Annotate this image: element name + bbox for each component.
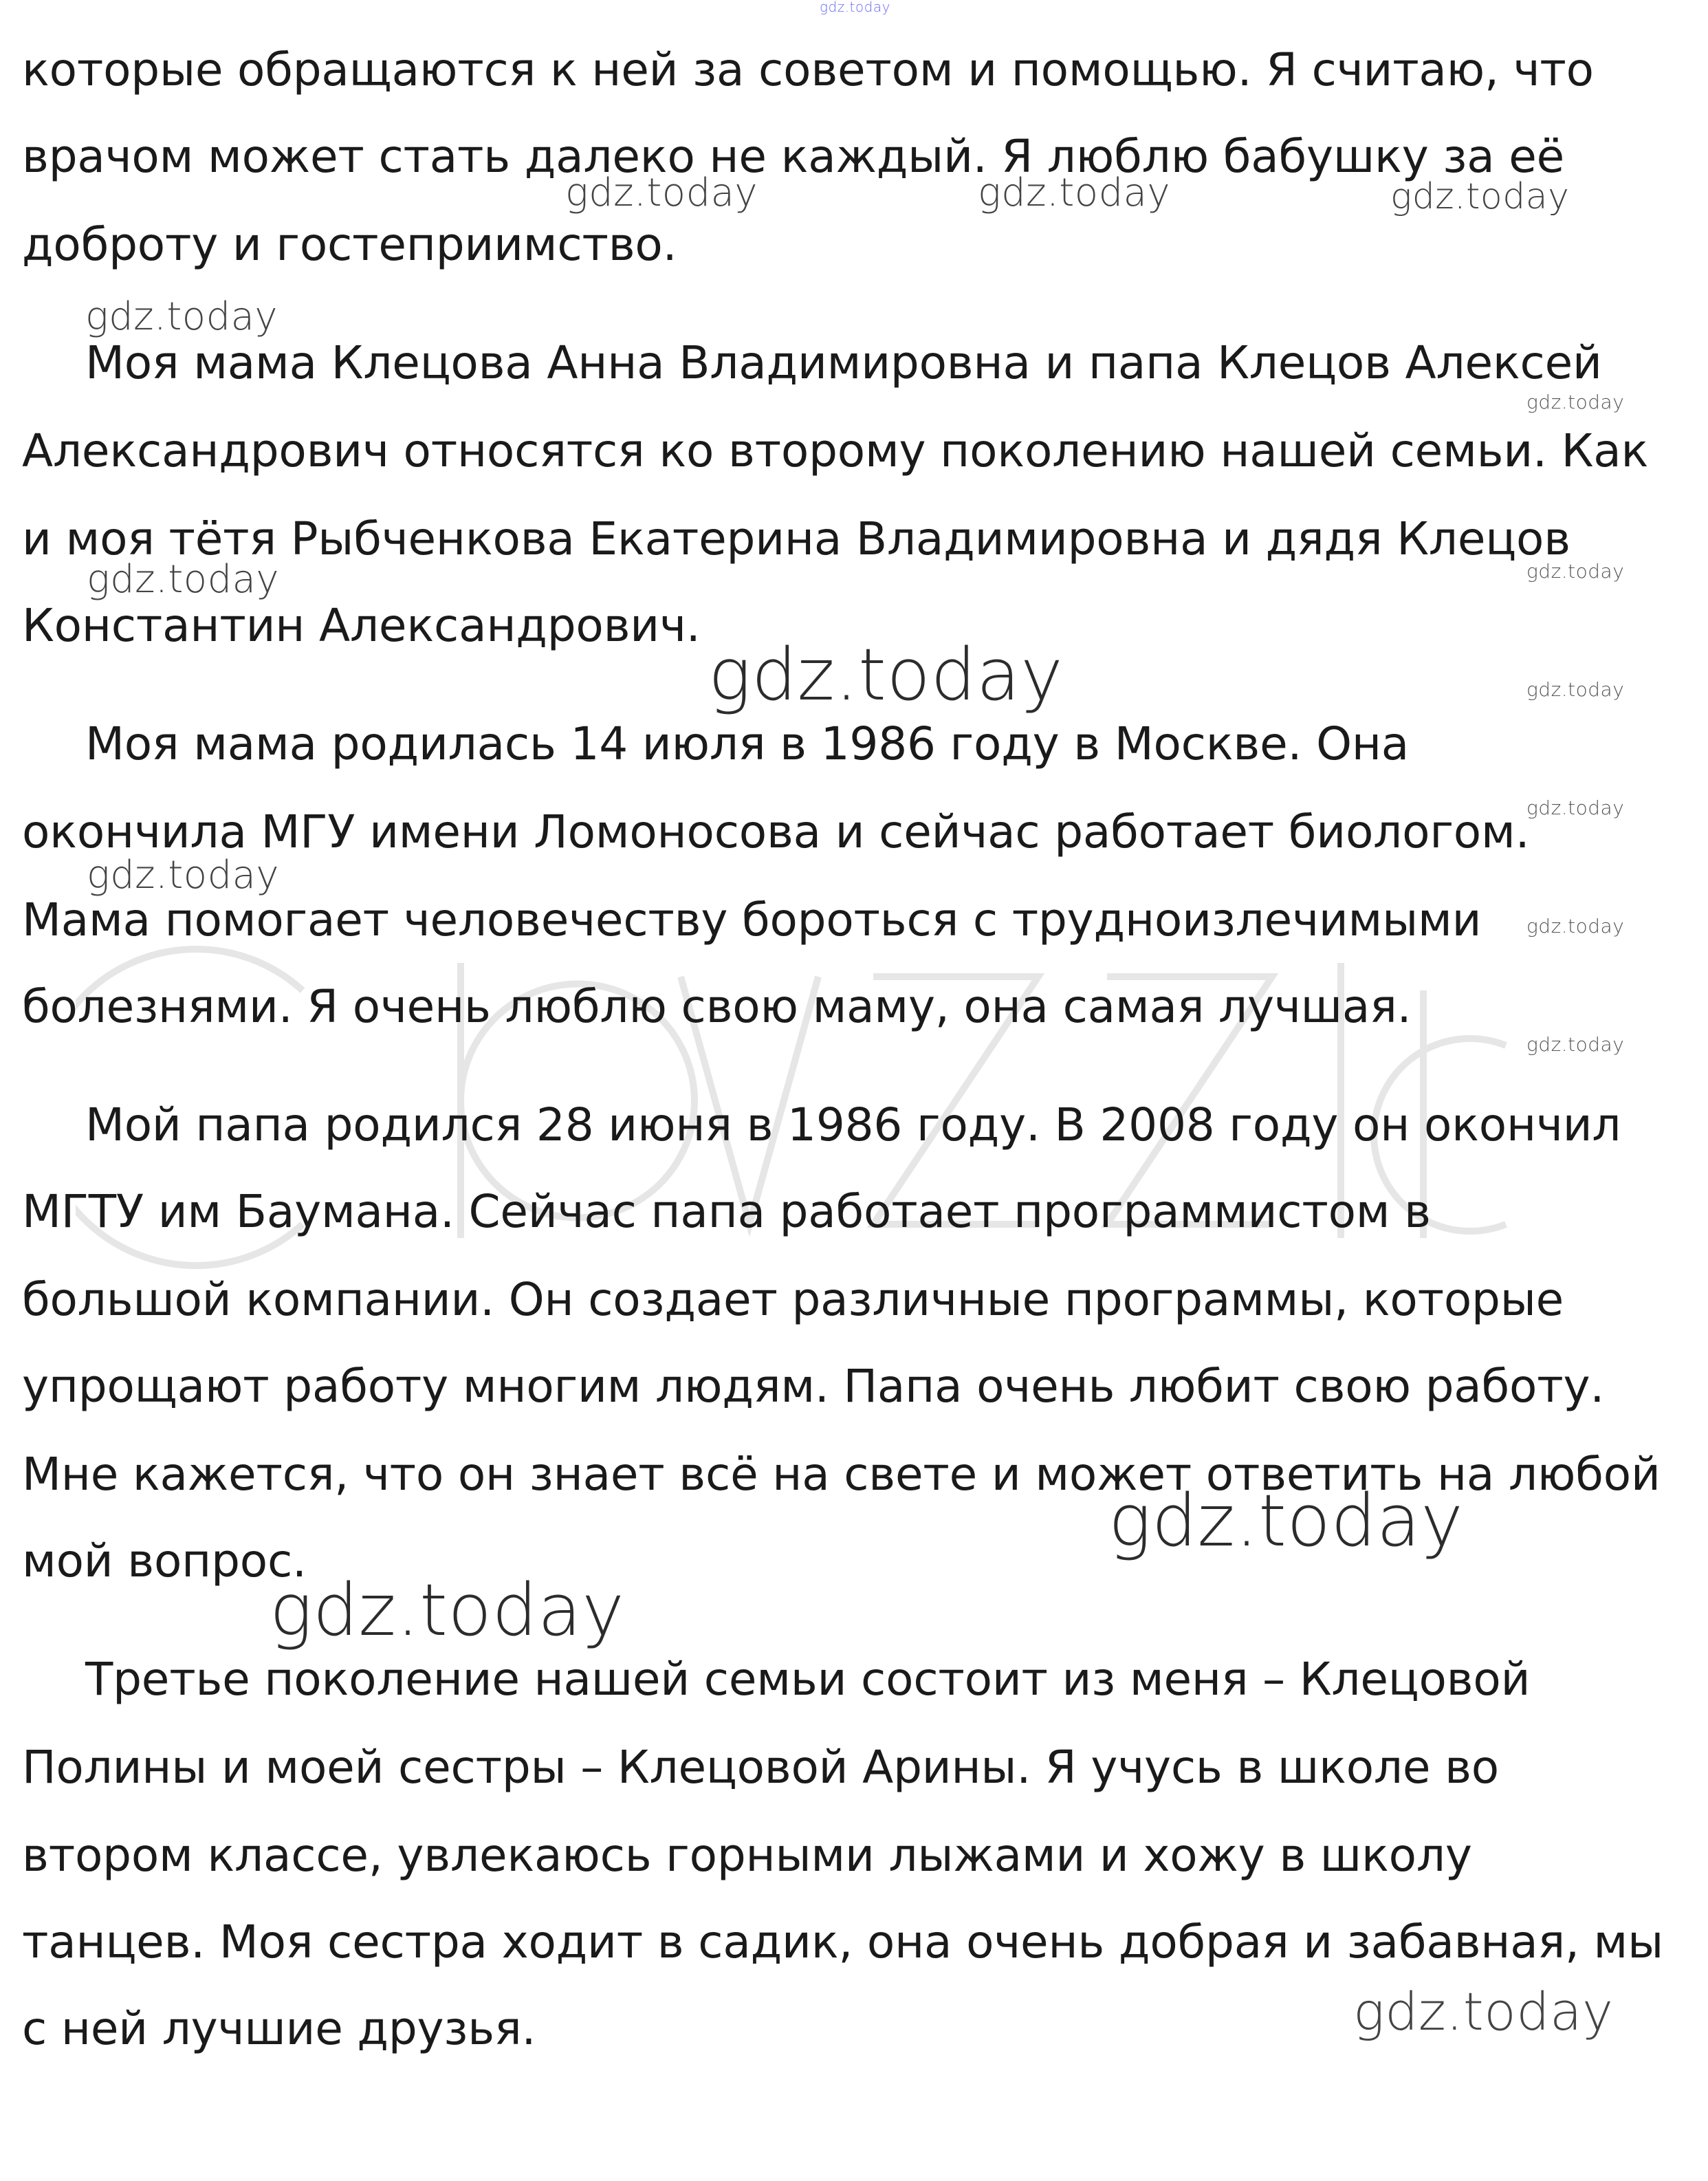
watermark: gdz.today <box>1526 796 1625 819</box>
watermark: gdz.today <box>978 171 1171 215</box>
text-line: окончила МГУ имени Ломоносова и сейчас работает биологом. <box>22 805 1530 858</box>
text-line: Моя мама Клецова Анна Владимировна и папа Клецов Алексей <box>85 336 1602 389</box>
text-line: Александрович относятся ко второму поколению нашей семьи. Как <box>22 424 1649 477</box>
text-line: упрощают работу многим людям. Папа очень любит свою работу. <box>22 1360 1605 1413</box>
text-line: МГТУ им Баумана. Сейчас папа работает программистом в <box>22 1185 1431 1238</box>
text-line: доброту и гостеприимство. <box>22 218 677 271</box>
watermark: gdz.today <box>1526 1033 1625 1056</box>
text-line: которые обращаются к ней за советом и помощью. Я считаю, что <box>22 43 1594 96</box>
watermark: gdz.today <box>270 1568 625 1652</box>
text-line: танцев. Моя сестра ходит в садик, она очень добрая и забавная, мы <box>22 1916 1664 1968</box>
top-watermark: gdz.today <box>820 0 890 15</box>
watermark: gdz.today <box>87 853 280 898</box>
text-line: Мой папа родился 28 июня в 1986 году. В 2008 году он окончил <box>85 1098 1621 1151</box>
text-line: с ней лучшие друзья. <box>22 2002 536 2055</box>
text-line: Полины и моей сестры – Клецовой Арины. Я учусь в школе во <box>22 1741 1499 1794</box>
text-line: Третье поколение нашей семьи состоит из меня – Клецовой <box>85 1653 1531 1706</box>
watermark: gdz.today <box>1526 391 1625 413</box>
watermark: gdz.today <box>708 633 1064 717</box>
watermark: gdz.today <box>1526 678 1625 701</box>
text-line: большой компании. Он создает различные программы, которые <box>22 1273 1564 1326</box>
watermark: gdz.today <box>85 294 278 339</box>
watermark: gdz.today <box>565 171 758 215</box>
watermark: gdz.today <box>1108 1479 1464 1563</box>
watermark: gdz.today <box>1526 560 1625 583</box>
text-line: втором классе, увлекаюсь горными лыжами и хожу в школу <box>22 1829 1472 1882</box>
text-line: Мама помогает человечеству бороться с трудноизлечимыми <box>22 893 1482 946</box>
watermark: gdz.today <box>1526 915 1625 937</box>
text-line: болезнями. Я очень люблю свою маму, она самая лучшая. <box>22 980 1412 1033</box>
text-line: Мне кажется, что он знает всё на свете и может ответить на любой <box>22 1448 1661 1501</box>
text-line: врачом может стать далеко не каждый. Я люблю бабушку за её <box>22 130 1565 183</box>
watermark: gdz.today <box>87 557 280 602</box>
text-line: Моя мама родилась 14 июля в 1986 году в Москве. Она <box>85 717 1410 770</box>
text-line: Константин Александрович. <box>22 599 701 652</box>
text-line: мой вопрос. <box>22 1534 307 1587</box>
watermark: gdz.today <box>1353 1981 1614 2042</box>
text-line: и моя тётя Рыбченкова Екатерина Владимировна и дядя Клецов <box>22 512 1570 565</box>
watermark: gdz.today <box>1390 176 1570 217</box>
